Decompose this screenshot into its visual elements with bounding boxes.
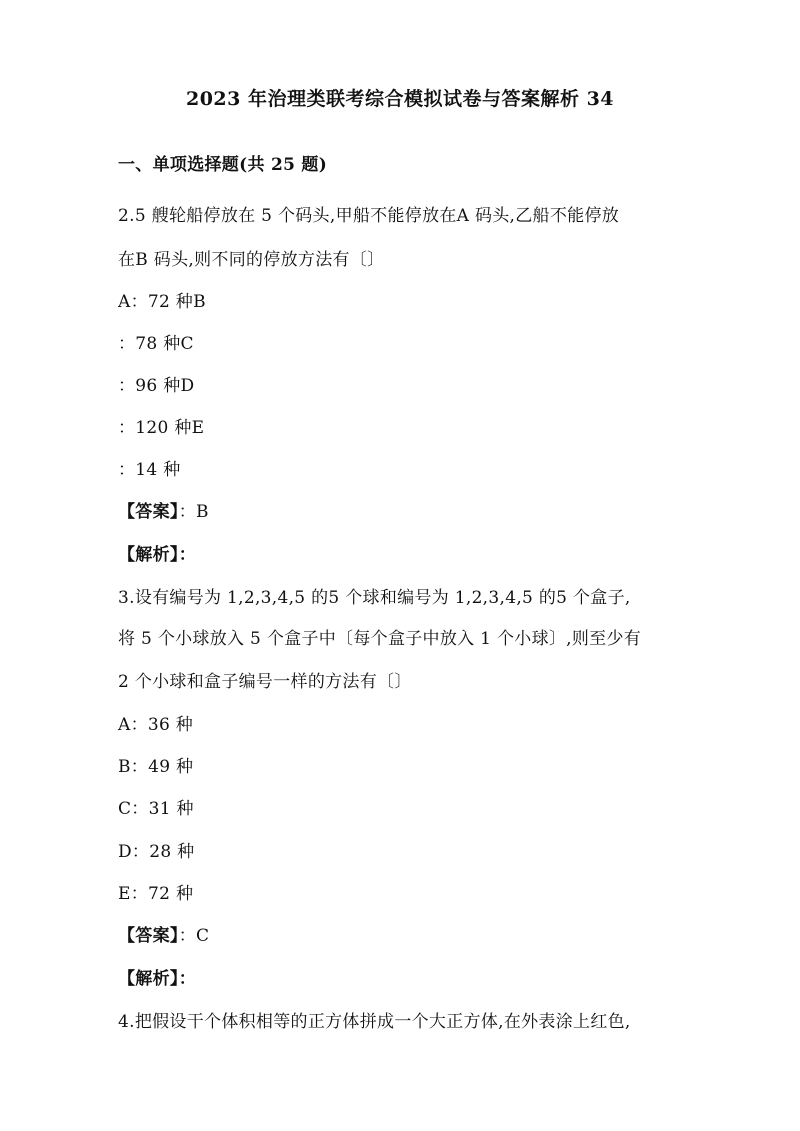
q4-stem-line-1: 4.把假设干个体积相等的正方体拼成一个大正方体,在外表涂上红色, [118, 1012, 631, 1032]
q2-option-a: A：72 种B [118, 292, 206, 312]
q3-option-a: A：36 种 [118, 715, 194, 735]
q2-option-e: ：14 种 [118, 460, 181, 480]
q2-stem-line-2: 在B 码头,则不同的停放方法有〔〕 [118, 250, 385, 270]
q2-analysis-value: ： [178, 545, 197, 565]
q2-answer [118, 497, 209, 522]
q2-option-b: ：78 种C [118, 334, 194, 354]
q3-stem-line-3: 2 个小球和盒子编号一样的方法有〔〕 [118, 672, 412, 692]
q2-analysis [118, 540, 196, 565]
q2-stem-line-1: 2.5 艘轮船停放在 5 个码头,甲船不能停放在A 码头,乙船不能停放 [118, 206, 620, 226]
q3-answer [118, 921, 209, 946]
section-heading: 一、单项选择题(共 25 题) [118, 155, 328, 175]
q2-answer-label: 【答案】 [118, 502, 179, 522]
q2-analysis-label: 【解析】 [118, 545, 179, 565]
q2-option-c: ：96 种D [118, 376, 195, 396]
q3-answer-value: ：C [178, 926, 210, 946]
q3-option-e: E：72 种 [118, 884, 194, 904]
q3-analysis [118, 964, 196, 989]
q2-answer-value: ：B [178, 502, 209, 522]
q3-stem-line-2: 将 5 个小球放入 5 个盒子中〔每个盒子中放入 1 个小球〕,则至少有 [118, 629, 642, 649]
q3-answer-label: 【答案】 [118, 926, 179, 946]
q3-analysis-value: ： [178, 969, 197, 989]
q3-option-d: D：28 种 [118, 842, 195, 862]
q3-option-b: B：49 种 [118, 757, 194, 777]
q3-stem-line-1: 3.设有编号为 1,2,3,4,5 的5 个球和编号为 1,2,3,4,5 的5 个盒子, [118, 588, 631, 608]
q3-analysis-label: 【解析】 [118, 969, 179, 989]
q2-option-d: ：120 种E [118, 418, 205, 438]
document-title: 2023 年治理类联考综合模拟试卷与答案解析 34 [185, 88, 615, 110]
q3-option-c: C：31 种 [118, 799, 194, 819]
